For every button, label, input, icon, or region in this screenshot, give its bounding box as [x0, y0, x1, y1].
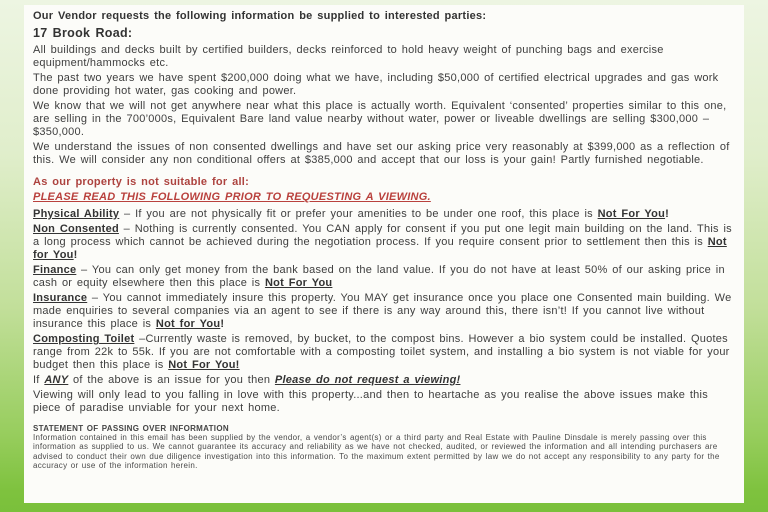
item-body: – You cannot immediately insure this property. You MAY get insurance once you place one Consented main building. We made enquiries to several companies via an agent to see if there is any way around this, there isn’t! If you cannot live without insurance this place is	[33, 292, 732, 330]
item-finance	[33, 264, 736, 290]
item-non-consented	[33, 223, 736, 261]
warning-heading: As our property is not suitable for all:	[33, 175, 249, 188]
item-body: – Nothing is currently consented. You CAN apply for consent if you put one legit main building on the land. This is a long process which cannot be achieved during the negotiation process. If you require consent prior to settlement then this is	[33, 223, 732, 248]
any-middle: of the above is an issue for you then	[68, 373, 275, 386]
paragraph-buildings: All buildings and decks built by certified builders, decks reinforced to hold heavy weight of punching bags and exercise equipment/hammocks etc.	[33, 44, 664, 69]
item-emphasis: Not for You	[155, 317, 221, 330]
item-body: –Currently waste is removed, by bucket, to the compost bins. However a bio system could be installed. Quotes range from 22k to 55k. If you are not comfortable with a composting toilet system, and installing a bio system is not viable for your budget then this place is	[33, 333, 730, 371]
item-emphasis: Not For You	[264, 276, 333, 289]
disclaimer-section	[33, 424, 736, 470]
item-composting-toilet	[33, 333, 736, 371]
intro-line: Our Vendor requests the following information be supplied to interested parties:	[33, 10, 487, 22]
paragraph-spend: The past two years we have spent $200,000 doing what we have, including $50,000 of certified electrical upgrades and gas work done providing hot water, gas cooking and power.	[33, 72, 719, 97]
paragraph-asking-price: We understand the issues of non consented dwellings and have set our asking price very reasonably at $399,000 as a reflection of this. We will consider any non conditional offers at $385,000 and accept that our loss is your gain! Partly furnished negotiable.	[33, 141, 730, 166]
item-body: – You can only get money from the bank based on the land value. If you do not have at least 50% of our asking price in cash or equity elsewhere then this place is	[33, 264, 725, 289]
paragraph-value: We know that we will not get anywhere near what this place is actually worth. Equivalent ‘consented’ properties similar to this one, are selling in the 700’000s, Equivalent Bare land value nearby without water, power or liveable dwellings are selling $300,000 – $350,000.	[33, 100, 727, 138]
item-lead: Finance	[33, 264, 77, 277]
item-lead: Physical Ability	[33, 207, 120, 220]
address-heading: 17 Brook Road:	[33, 26, 133, 41]
item-lead: Composting Toilet	[33, 333, 135, 346]
any-prefix: If	[33, 373, 45, 386]
item-tail: !	[73, 248, 78, 261]
item-body: – If you are not physically fit or prefer your amenities to be under one roof, this place is	[119, 207, 598, 220]
disclaimer-title: STATEMENT OF PASSING OVER INFORMATION	[33, 423, 229, 433]
item-insurance	[33, 292, 736, 330]
item-lead: Non Consented	[33, 223, 119, 236]
any-issue-line	[33, 374, 736, 387]
item-lead: Insurance	[33, 292, 88, 305]
item-emphasis: Not For You	[597, 207, 666, 220]
item-emphasis: Not For You!	[168, 358, 240, 371]
item-tail: !	[220, 317, 225, 330]
any-word: ANY	[44, 373, 69, 386]
document-sheet	[24, 5, 744, 503]
warning-instruction: PLEASE READ THIS FOLLOWING PRIOR TO REQUESTING A VIEWING.	[33, 191, 431, 204]
item-physical-ability	[33, 208, 736, 221]
item-tail: !	[665, 207, 669, 220]
item-emphasis: Not for You	[33, 235, 727, 261]
disclaimer-body: Information contained in this email has been supplied by the vendor, a vendor’s agent(s) or a third party and Real Estate with Pauline Dinsdale is merely passing over this information as supplied to us. We cannot guarantee its accuracy and reliability as we have not checked, audited, or reviewed the information and all intending purchasers are advised to conduct their own due diligence investigation into this information. To the maximum extent permitted by law we do not accept any responsibility to any party for the accuracy or use of the information herein.	[33, 433, 720, 470]
do-not-request-phrase: Please do not request a viewing!	[274, 373, 461, 386]
closing-paragraph: Viewing will only lead to you falling in love with this property...and then to heartache as you realise the above issues make this piece of paradise unviable for your next home.	[33, 389, 708, 415]
